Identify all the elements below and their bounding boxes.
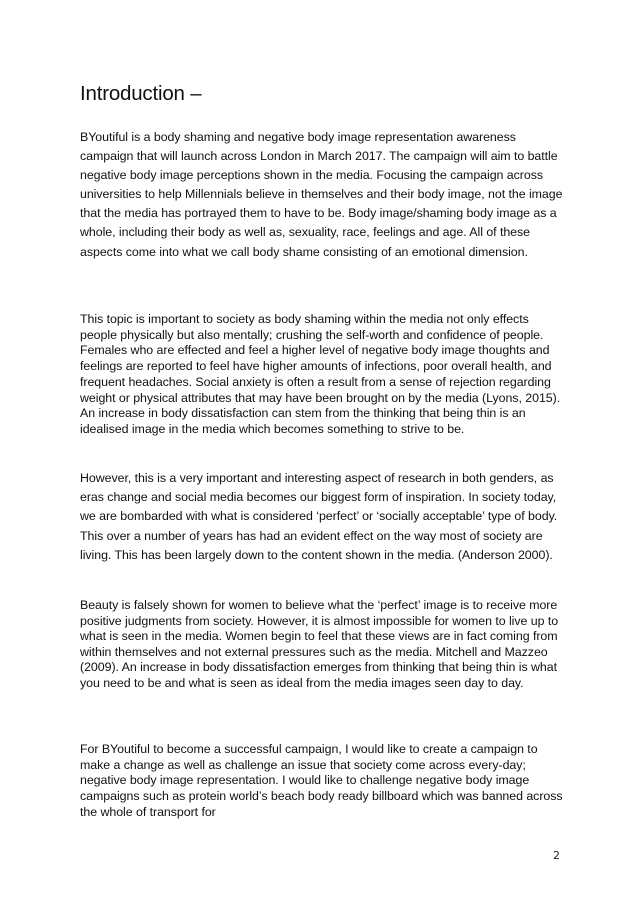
page-number: 2 (553, 849, 560, 862)
paragraph-topic-importance: This topic is important to society as body shaming within the media not only effects people physically but also mentally; crushing the self-worth and confidence of people. Females who are effected and feel a higher level of negative body image thoughts and feelings are reported to feel have higher amounts of infections, poor overall health, and frequent headaches. Social anxiety is often a result from a sense of rejection regarding weight or physical attributes that may have been brought on by the media (Lyons, 2015). An increase in body dissatisfaction can stem from the thinking that being thin is an idealised image in the media which becomes something to strive to be. (80, 312, 561, 436)
section-heading: Introduction – (80, 82, 202, 105)
paragraph-campaign-overview: BYoutiful is a body shaming and negative body image representation awareness campaign that will launch across London in March 2017. The campaign will aim to battle negative body image perceptions shown in the media. Focusing the campaign across universities to help Millennials believe in themselves and their body image, not the image that the media has portrayed them to have to be. Body image/shaming body image as a whole, including their body as well as, sexuality, race, feelings and age. All of these aspects come into what we call body shame consisting of an emotional dimension. (80, 130, 563, 259)
paragraph-beauty-standards: Beauty is falsely shown for women to believe what the ‘perfect’ image is to receive more positive judgments from society. However, it is almost impossible for women to live up to what is seen in the media. Women begin to feel that these views are in fact coming from within themselves and not external pressures such as the media. Mitchell and Mazzeo (2009). An increase in body dissatisfaction emerges from thinking that being thin is what you need to be and what is seen as ideal from the media images seen day to day. (80, 598, 559, 690)
paragraph-research-aspect: However, this is a very important and interesting aspect of research in both genders, as eras change and social media becomes our biggest form of inspiration. In society today, we are bombarded with what is considered ‘perfect’ or ‘socially acceptable’ type of body. This over a number of years has had an evident effect on the way most of society are living. This has been largely down to the content shown in the media. (Anderson 2000). (80, 471, 558, 562)
paragraph-campaign-goal: For BYoutiful to become a successful campaign, I would like to create a campaign to make a change as well as challenge an issue that society come across every-day; negative body image representation. I would like to challenge negative body image campaigns such as protein world’s beach body ready billboard which was banned across the whole of transport for (80, 742, 563, 819)
